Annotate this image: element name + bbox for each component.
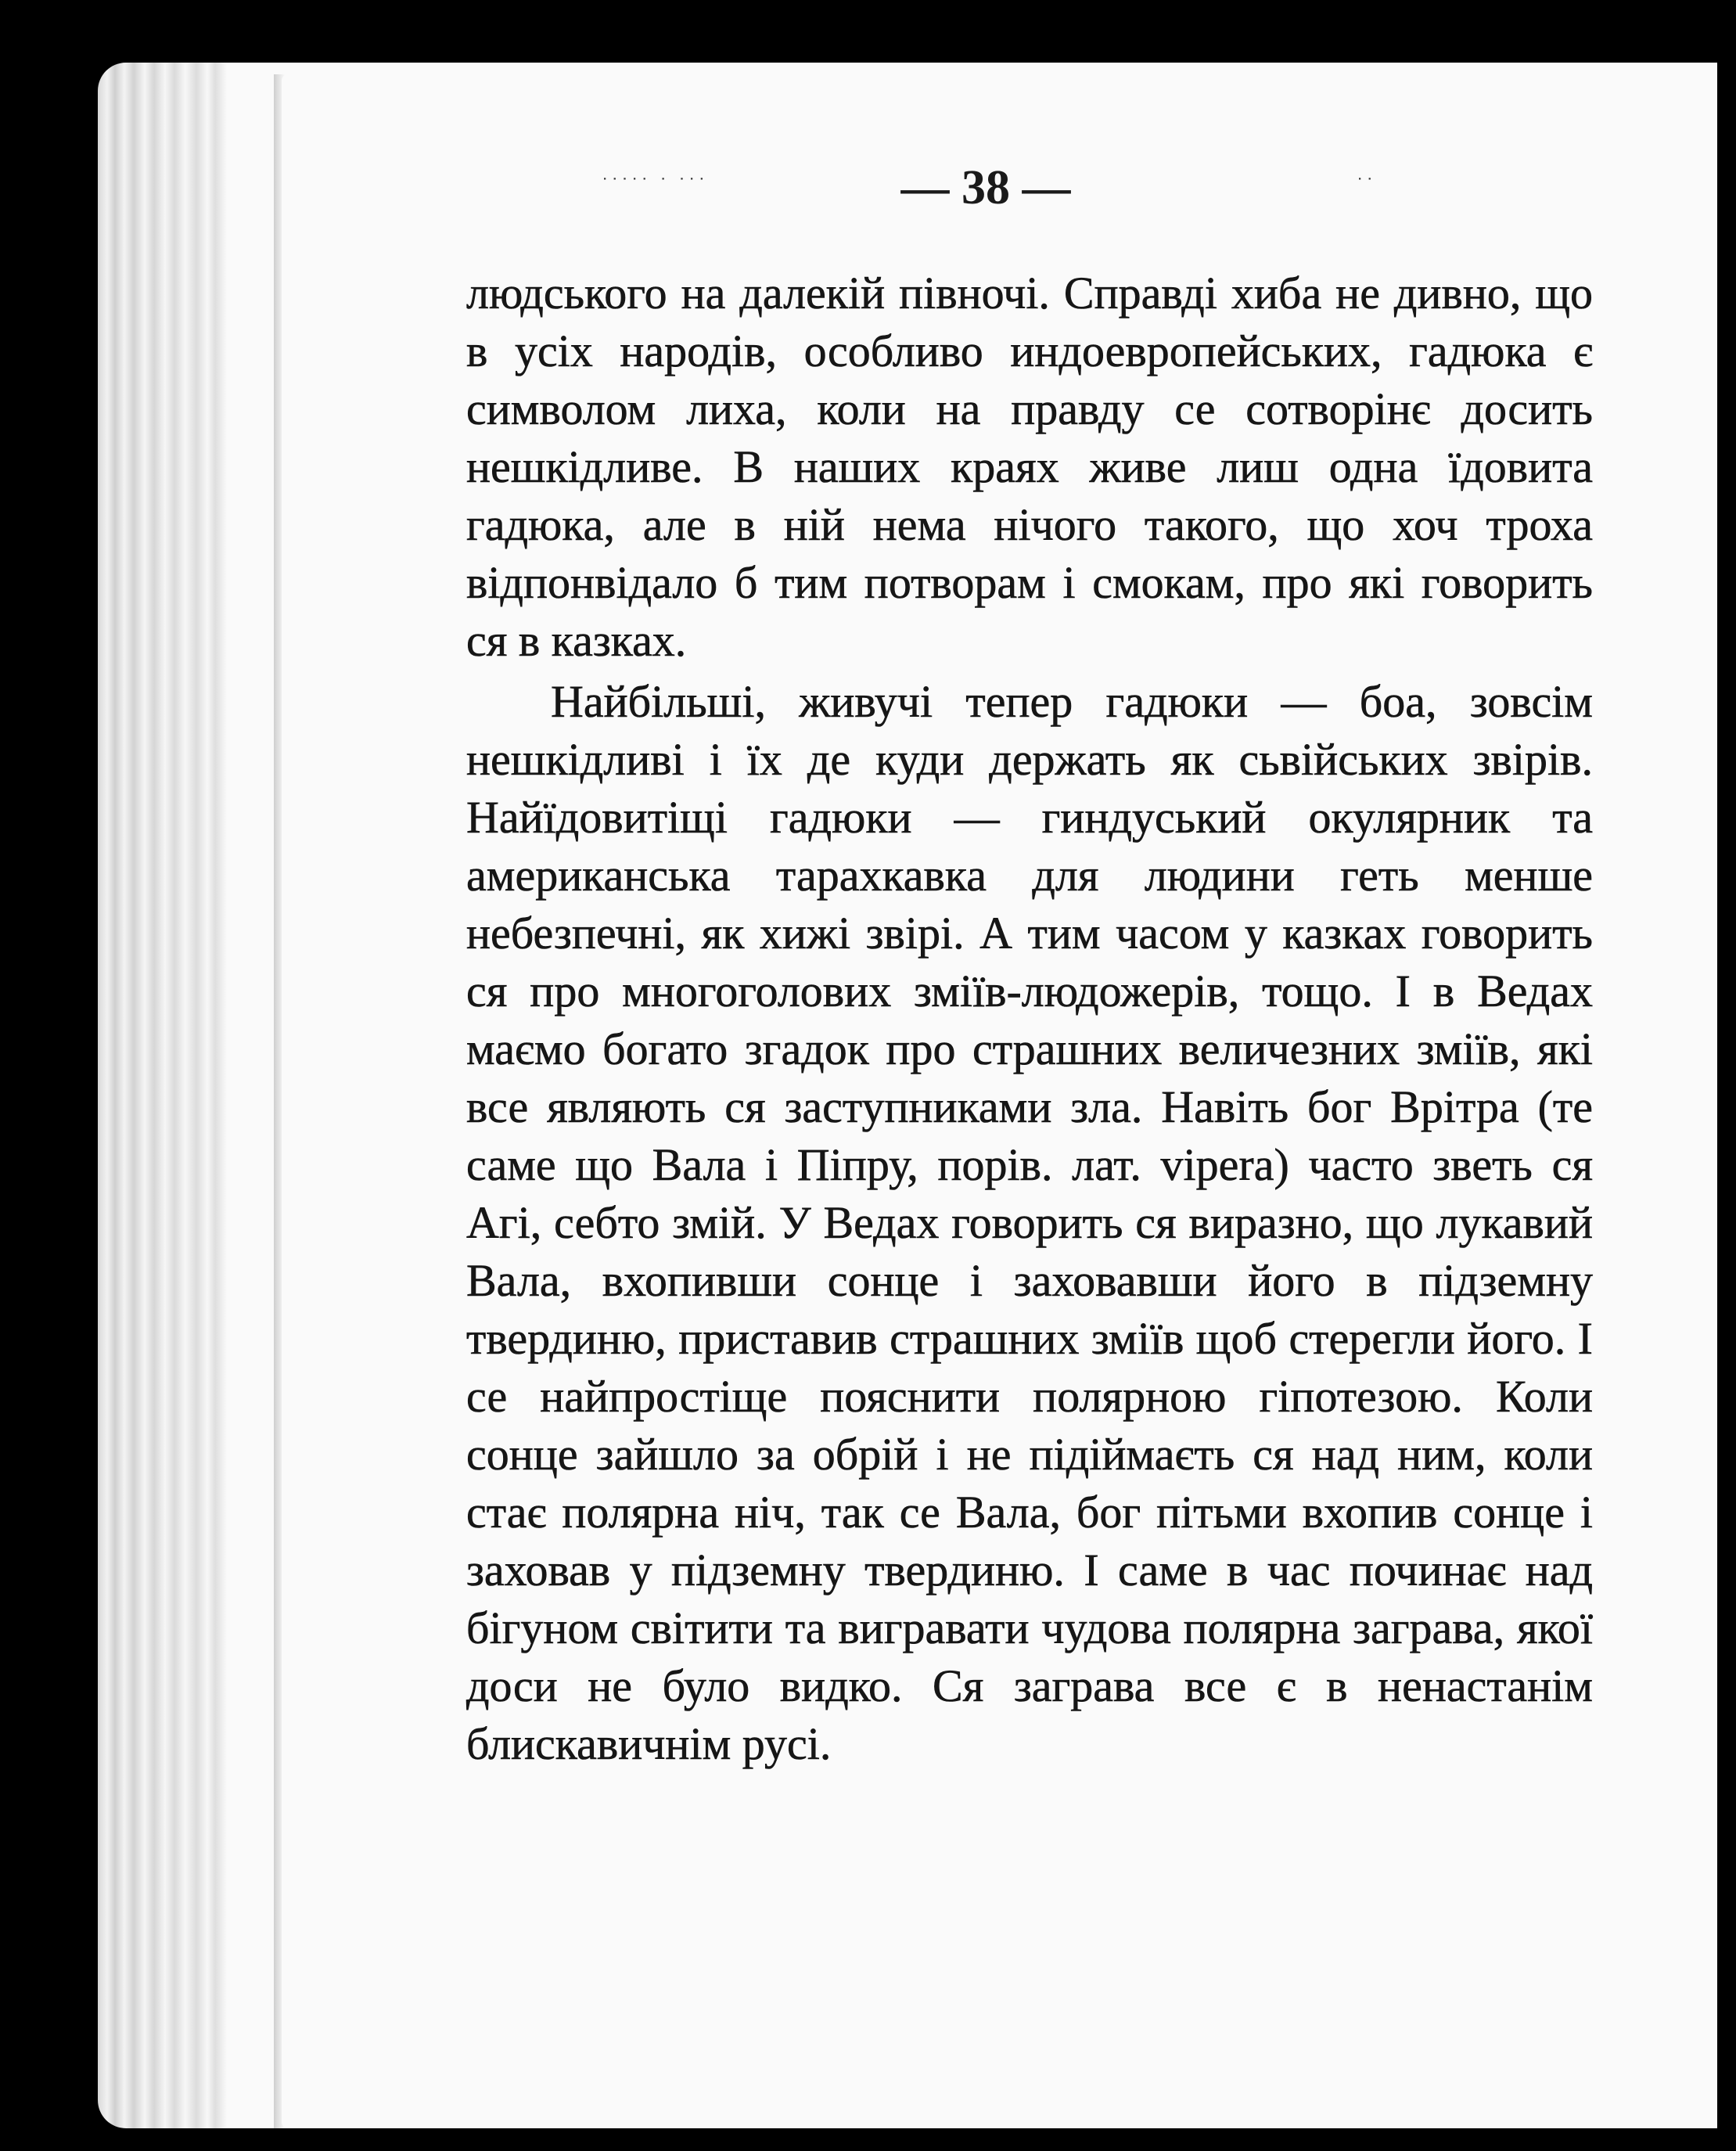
paragraph-1: людського на далекій півночі. Справді хиба не дивно, що в усіх народів, особливо индоевропейських, гадюка є символом лиха, коли на правду се сотворінє досить нешкідливе. В наших краях живе лиш одна їдовита гадюка, але в ній нема нічого такого, що хоч троха відпонвідало б тим потворам і смокам, про які говорить ся в казках. [466,268,1593,666]
print-smudge-right: ˙˙ [1357,174,1378,197]
body-text [466,264,1593,1776]
paragraph-2: Найбільші, живучі тепер гадюки — боа, зовсім нешкідливі і їх де куди держать як сьвійських звірів. Найїдовитіщі гадюки — гиндуський окулярник та американська тарахкавка для людини геть менше небезпечні, як хижі звірі. А тим часом у казках говорить ся про многоголових зміїв-людожерів, тощо. І в Ведах маємо богато згадок про страшних величезних зміїв, які все являють ся заступниками зла. Навіть бог Врітра (те саме що Вала і Піпру, порів. лат. vipera) часто зветь ся Агі, себто змій. У Ведах говорить ся виразно, що лукавий Вала, вхопивши сонце і заховавши його в підземну твердиню, приставив страшних зміїв щоб стерегли його. І се найпростіще пояснити полярною гіпотезою. Коли сонце зайшло за обрій і не підіймаєть ся над ним, коли стає полярна ніч, так се Вала, бог пітьми вхопив сонце і заховав у підземну твердиню. І саме в час починає над бігуном світити та вигравати чудова полярна заграва, якої доси не було видко. Ся заграва все є в ненастанім блискавичнім русі. [466,676,1593,1769]
print-smudge-left: ˙˙˙˙˙ ˙ ˙˙˙ [602,174,710,197]
page-number: — 38 — [900,161,1071,214]
